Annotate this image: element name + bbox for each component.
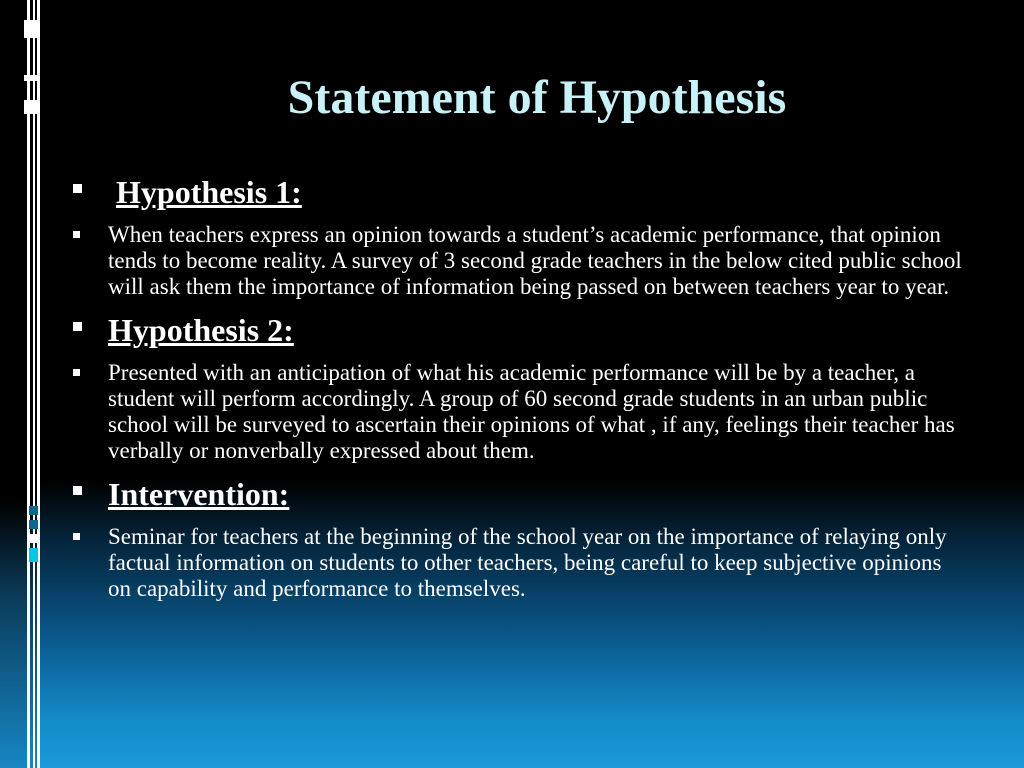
deco-line <box>27 0 30 768</box>
bullet-list <box>70 172 970 602</box>
deco-block <box>24 100 40 114</box>
square-bullet-icon <box>73 184 82 193</box>
deco-block <box>24 75 40 81</box>
deco-square <box>29 506 38 515</box>
list-item-hypothesis-1-body <box>70 222 970 300</box>
slide-title: Statement of Hypothesis <box>287 71 787 124</box>
body-text: Seminar for teachers at the beginning of the school year on the importance of relaying only factual information on students to other teachers, being careful to keep subjective opinions on capability and performance to themselves. <box>108 524 947 601</box>
square-bullet-icon <box>73 231 80 238</box>
list-item-hypothesis-2-body <box>70 360 970 464</box>
body-text: When teachers express an opinion towards a student’s academic performance, that opinion tends to become reality. A survey of 3 second grade teachers in the below cited public school will ask them the importance of information being passed on between teachers year to year. <box>108 222 962 299</box>
square-bullet-icon <box>73 369 80 376</box>
list-item-intervention-heading <box>70 474 970 514</box>
list-item-hypothesis-2-heading <box>70 310 970 350</box>
square-bullet-icon <box>73 486 82 495</box>
deco-square <box>29 520 38 529</box>
deco-line <box>37 0 40 768</box>
square-bullet-icon <box>73 533 80 540</box>
deco-block <box>24 20 40 38</box>
heading-text: Hypothesis 2: <box>108 312 294 348</box>
deco-square <box>29 534 38 543</box>
deco-square <box>29 548 38 562</box>
list-item-hypothesis-1-heading <box>70 172 970 212</box>
deco-line <box>33 0 35 768</box>
list-item-intervention-body <box>70 524 970 602</box>
left-decorative-lines <box>0 0 40 768</box>
heading-text: Hypothesis 1: <box>116 174 302 210</box>
body-text: Presented with an anticipation of what his academic performance will be by a teacher, a student will perform accordingly. A group of 60 second grade students in an urban public school will be surveyed to ascertain their opinions of what , if any, feelings their teacher has verbally or nonverbally expressed about them. <box>108 360 955 463</box>
heading-text: Intervention: <box>108 476 290 512</box>
square-bullet-icon <box>73 322 82 331</box>
